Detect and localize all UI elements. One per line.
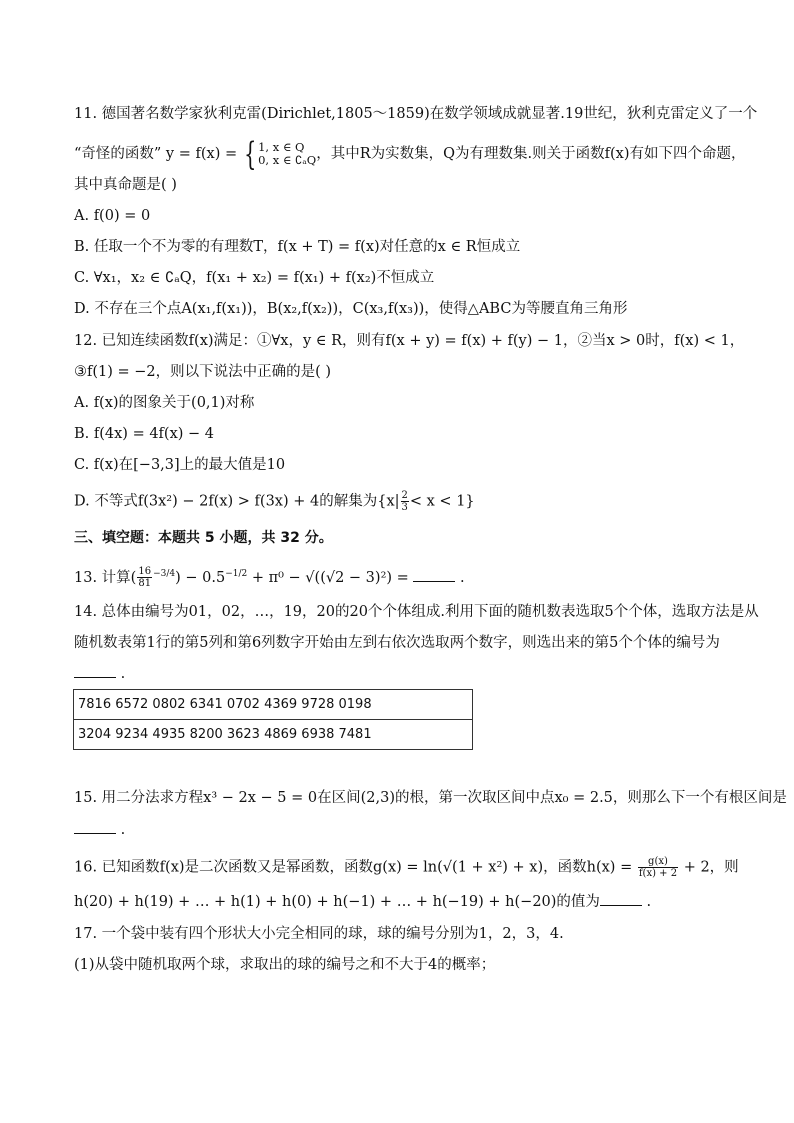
fraction-h [638,856,678,879]
fraction-denominator: 3 [401,502,408,513]
q11-option-a: A. f(0) = 0 [74,208,151,224]
q11-line2-post: ，其中R为实数集，Q为有理数集.则关于函数f(x)有如下四个命题， [316,146,746,162]
exponent-1: −3/4 [153,569,176,579]
fraction-numerator: 16 [138,566,152,578]
q14-line2: 随机数表第1行的第5列和第6列数字开始由左到右依次选取两个数字，则选出来的第5个个体的编号为 [74,635,720,651]
q11-line2 [74,135,746,173]
piecewise-cases [258,141,316,167]
q16-end: . [646,894,652,910]
random-number-table [73,689,473,750]
q13-post: + π⁰ − √((√2 − 3)²) = [247,569,414,586]
q14-end: . [120,666,126,682]
q16-line2 [74,892,724,912]
table-row [74,690,473,720]
section-3-heading: 三、填空题：本题共 5 小题，共 32 分。 [74,530,333,546]
q16-line1-post: + 2，则 [679,859,739,876]
answer-blank[interactable] [413,569,455,582]
q12-option-a: A. f(x)的图象关于(0,1)对称 [74,395,255,411]
q11-line1: 11. 德国著名数学家狄利克雷(Dirichlet,1805～1859)在数学领域成就显著.19世纪，狄利克雷定义了一个 [74,106,758,122]
case-1: 1, x ∈ Q [258,140,305,154]
q11-option-b: B. 任取一个不为零的有理数T，f(x + T) = f(x)对任意的x ∈ R恒成立 [74,239,521,255]
q13-end: . [460,569,465,586]
q13-pre: 13. 计算( [74,569,137,586]
q16-line1-pre: 16. 已知函数f(x)是二次函数又是幂函数，函数g(x) = ln(√(1 + x²) + x)，函数h(x) = [74,859,637,876]
exponent-2: −1/2 [225,569,248,579]
table-cell: 3204 9234 4935 8200 3623 4869 6938 7481 [74,720,473,750]
q14-line3 [74,664,724,684]
q16-line2-text: h(20) + h(19) + … + h(1) + h(0) + h(−1) + … + h(−19) + h(−20)的值为 [74,894,600,910]
q13-mid: ) − 0.5 [175,569,226,586]
q11-line3: 其中真命题是( ) [74,177,177,193]
q15-line1: 15. 用二分法求方程x³ − 2x − 5 = 0在区间(2,3)的根，第一次取区间中点x₀ = 2.5，则那么下一个有根区间是 [74,790,787,806]
fraction-two-thirds [401,490,409,513]
answer-blank[interactable] [74,665,116,678]
fraction-denominator: 81 [138,578,152,590]
q12-option-d-pre: D. 不等式f(3x²) − 2f(x) > f(3x) + 4的解集为{x| [74,493,400,510]
q16-line1 [74,856,739,879]
q11-option-c: C. ∀x₁，x₂ ∈ ∁ₐQ，f(x₁ + x₂) = f(x₁) + f(x₂)不恒成立 [74,270,435,286]
fraction-denominator: f(x) + 2 [638,868,678,879]
q12-option-d-post: < x < 1} [409,493,475,510]
piecewise-brace: { [243,135,257,173]
q13-line [74,564,724,589]
table-row [74,720,473,750]
q12-line1: 12. 已知连续函数f(x)满足：①∀x，y ∈ R，则有f(x + y) = f(x) + f(y) − 1，②当x > 0时，f(x) < 1， [74,333,745,349]
table-cell: 7816 6572 0802 6341 0702 4369 9728 0198 [74,690,473,720]
q15-line2 [74,820,724,840]
fraction-16-81 [137,566,152,589]
answer-blank[interactable] [74,821,116,834]
answer-blank[interactable] [600,893,642,906]
q11-option-d: D. 不存在三个点A(x₁,f(x₁))，B(x₂,f(x₂))，C(x₃,f(x₃))，使得△ABC为等腰直角三角形 [74,301,628,317]
fraction-numerator: 2 [401,490,408,501]
q14-line1: 14. 总体由编号为01，02，…，19，20的20个个体组成.利用下面的随机数表选取5个个体，选取方法是从 [74,604,759,620]
q17-line2: (1)从袋中随机取两个球，求取出的球的编号之和不大于4的概率； [74,957,496,973]
q12-option-d [74,490,724,513]
q15-end: . [120,822,126,838]
q11-line2-pre: “奇怪的函数” y = f(x) = [74,146,242,162]
q17-line1: 17. 一个袋中装有四个形状大小完全相同的球，球的编号分别为1，2，3，4. [74,926,564,942]
q12-option-c: C. f(x)在[−3,3]上的最大值是10 [74,457,286,473]
q12-option-b: B. f(4x) = 4f(x) − 4 [74,426,215,442]
case-2: 0, x ∈ ∁ₐQ [258,153,317,167]
q12-line2: ③f(1) = −2，则以下说法中正确的是( ) [74,364,332,380]
fraction-numerator: g(x) [638,856,678,868]
